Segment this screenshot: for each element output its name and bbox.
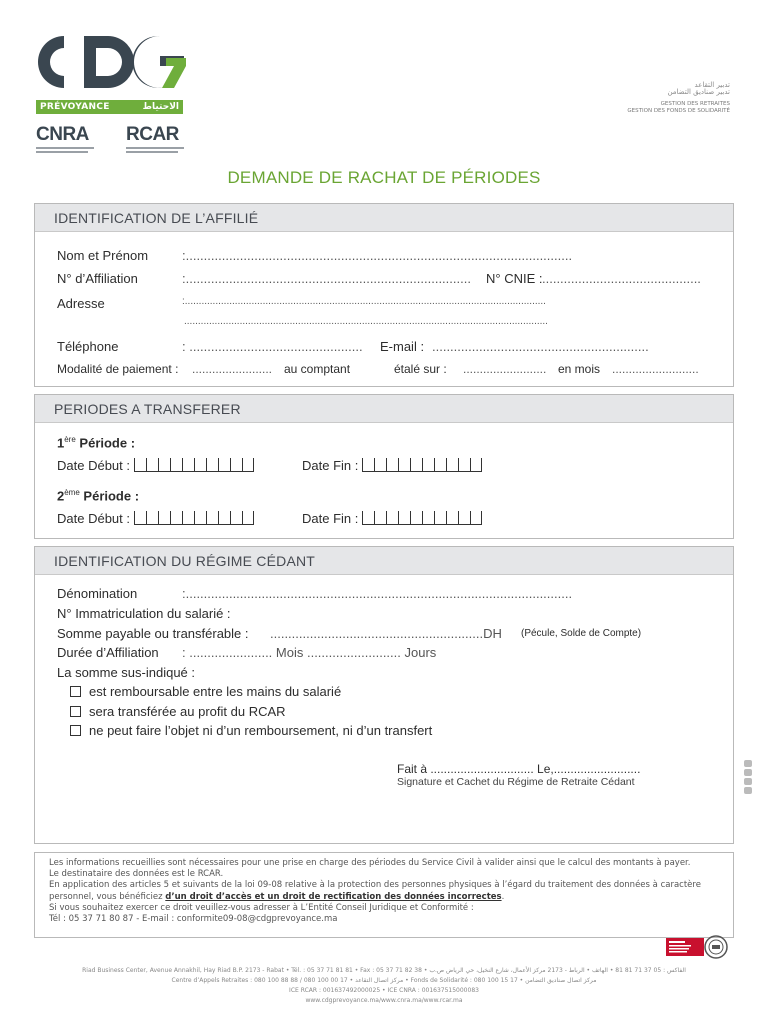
org-ar-line2: تدبير صناديق التضامن (667, 88, 730, 96)
footer-websites[interactable]: www.cdgprevoyance.ma/www.cnra.ma/www.rcar.ma (305, 997, 463, 1004)
note-line-5: Si vous souhaitez exercer ce droit veuillez-vous adresser à L’Entité Conseil Juridique et Conformité : (49, 902, 474, 913)
somme-note: (Pécule, Solde de Compte) (521, 628, 642, 639)
cnra-text: CNRA (36, 124, 89, 145)
denomination-field[interactable]: :........................................................................................................... (182, 586, 573, 601)
org-info (627, 82, 730, 115)
periode-2-label: Période : (83, 488, 140, 504)
rcar-sub-lines (126, 146, 184, 156)
denomination-label: Dénomination (57, 586, 138, 601)
checkbox-remboursable[interactable] (70, 686, 81, 697)
option-transferee[interactable] (70, 704, 286, 719)
sus-indique-label: La somme sus-indiqué : (57, 665, 196, 680)
section-heading: PERIODES A TRANSFERER (35, 395, 733, 423)
footer-ice: ICE RCAR : 001637492000025 • ICE CNRA : 001637515000083 (289, 987, 479, 994)
footer-address: Riad Business Center, Avenue Annakhil, Hay Riad B.P. 2173 - Rabat • Tél. : 05 37 71 81 81 • Fax : 05 37 71 82 38 • الفاكس : 05 37 71 81 81 • الهاتف • الرباط - 2173 مركز الأعمال، شارع النخيل، حي الرياض ص.ب (82, 967, 686, 974)
etale-field[interactable]: ......................... (463, 362, 547, 376)
org-fr-line1: GESTION DES RETRAITES (660, 101, 730, 107)
org-fr-line2: GESTION DES FONDS DE SOLIDARITÉ (627, 108, 730, 114)
en-mois-field[interactable]: .......................... (612, 362, 699, 376)
cnie-label: N° CNIE : (486, 271, 543, 286)
periode-1-sup: ère (64, 435, 76, 444)
rcar-text: RCAR (126, 124, 179, 145)
periode-1-fin-row (302, 458, 482, 473)
telephone-label: Téléphone (57, 339, 119, 354)
modalite-field[interactable]: ........................ (192, 362, 273, 376)
telephone-field[interactable]: : ................................................ (182, 339, 363, 354)
fait-a-field[interactable]: Fait à ............................... Le,.......................... (397, 762, 641, 776)
checkbox-aucun[interactable] (70, 725, 81, 736)
affiliation-label: N° d’Affiliation (57, 271, 138, 286)
date-debut-label: Date Début : (57, 511, 130, 526)
side-icons (744, 760, 754, 796)
somme-label: Somme payable ou transférable : (57, 626, 249, 641)
section-affilie (34, 203, 734, 387)
date-fin-label: Date Fin : (302, 458, 359, 473)
note-line-4 (49, 892, 719, 903)
duree-label: Durée d’Affiliation (57, 645, 159, 660)
periode-2-fin-row (302, 511, 482, 526)
adresse-field-2[interactable]: ................................................................................................................................... (184, 316, 548, 327)
au-comptant-label: au comptant (284, 362, 351, 376)
nom-label: Nom et Prénom (57, 248, 149, 263)
checkbox-transferee[interactable] (70, 706, 81, 717)
option-aucun-label: ne peut faire l’objet ni d’un remboursement, ni d’un transfert (89, 723, 433, 738)
periode-2-num: 2 (57, 488, 65, 504)
date-debut-label: Date Début : (57, 458, 130, 473)
periode-1-num: 1 (57, 435, 65, 451)
signature-label: Signature et Cachet du Régime de Retraite Cédant (397, 776, 635, 788)
etale-label: étalé sur : (394, 362, 447, 376)
note-line-1: Les informations recueillies sont nécessaires pour une prise en charge des périodes du Service Civil à valider ainsi que le calcul des montants à payer. (49, 858, 691, 868)
en-mois-label: en mois (558, 362, 601, 376)
cnra-logo (36, 124, 89, 146)
certification-badge-icon (666, 934, 730, 960)
prevoyance-arabic: الاحتياط (142, 102, 179, 112)
note-contact: Tél : 05 37 71 80 87 - E-mail : conformite09-08@cdgprevoyance.ma (49, 914, 338, 925)
prevoyance-label: PRÉVOYANCE (40, 102, 110, 112)
periode-2-title (57, 488, 139, 503)
option-remboursable-label: est remboursable entre les mains du salarié (89, 684, 342, 699)
periode-2-debut-row (57, 511, 254, 526)
immatriculation-label: N° Immatriculation du salarié : (57, 606, 231, 621)
rcar-logo (126, 124, 179, 146)
modalite-label: Modalité de paiement : (57, 362, 179, 376)
page-title: DEMANDE DE RACHAT DE PÉRIODES (227, 168, 541, 187)
date-fin-input-2[interactable] (362, 511, 482, 525)
footer-call-center: Centre d’Appels Retraites : 080 100 88 88 / 080 100 00 17 • مركز اتصال التقاعد • Fonds de Solidarité : 080 100 15 17 • مركز اتصال صناديق التضامن (171, 977, 597, 984)
prevoyance-band (36, 100, 183, 114)
email-field[interactable]: ............................................................ (432, 339, 649, 354)
section-heading: IDENTIFICATION DU RÉGIME CÉDANT (35, 547, 733, 575)
cnie-field[interactable]: ............................................ (542, 271, 701, 286)
periode-2-sup: ème (64, 488, 80, 497)
date-debut-input-1[interactable] (134, 458, 254, 472)
note-line-2: Le destinataire des données est le RCAR. (49, 869, 224, 880)
somme-field[interactable]: ...........................................................DH (270, 626, 502, 641)
date-fin-input-1[interactable] (362, 458, 482, 472)
periode-1-title (57, 435, 135, 450)
org-ar-line1: تدبير التقاعد (694, 81, 730, 89)
nom-field[interactable]: :........................................................................................................... (182, 248, 573, 263)
date-debut-input-2[interactable] (134, 511, 254, 525)
section-heading: IDENTIFICATION DE L’AFFILIÉ (35, 204, 733, 232)
affiliation-field[interactable]: :............................................................................... (182, 271, 471, 286)
option-transferee-label: sera transférée au profit du RCAR (89, 704, 286, 719)
privacy-note (34, 852, 734, 938)
note-line-4-post: . (501, 891, 505, 902)
adresse-field-1[interactable]: :.................................................................................................................................. (182, 296, 546, 307)
cdg-logo (36, 32, 186, 92)
note-rights-link: d’un droit d’accès et un droit de rectification des données incorrectes (165, 891, 502, 902)
option-remboursable[interactable] (70, 684, 341, 699)
note-line-4-pre: personnel, vous bénéficiez (49, 891, 166, 902)
duree-field[interactable]: : ....................... Mois .......................... Jours (182, 645, 437, 660)
adresse-label: Adresse (57, 296, 105, 311)
note-line-3: En application des articles 5 et suivants de la loi 09-08 relative à la protection des personnes physiques à l’égard du traitement des données à caractère (49, 880, 701, 891)
cnra-sub-lines (36, 146, 94, 156)
email-label: E-mail : (380, 339, 425, 354)
option-aucun[interactable] (70, 723, 432, 738)
date-fin-label: Date Fin : (302, 511, 359, 526)
periode-1-debut-row (57, 458, 254, 473)
periode-1-label: Période : (79, 435, 136, 451)
